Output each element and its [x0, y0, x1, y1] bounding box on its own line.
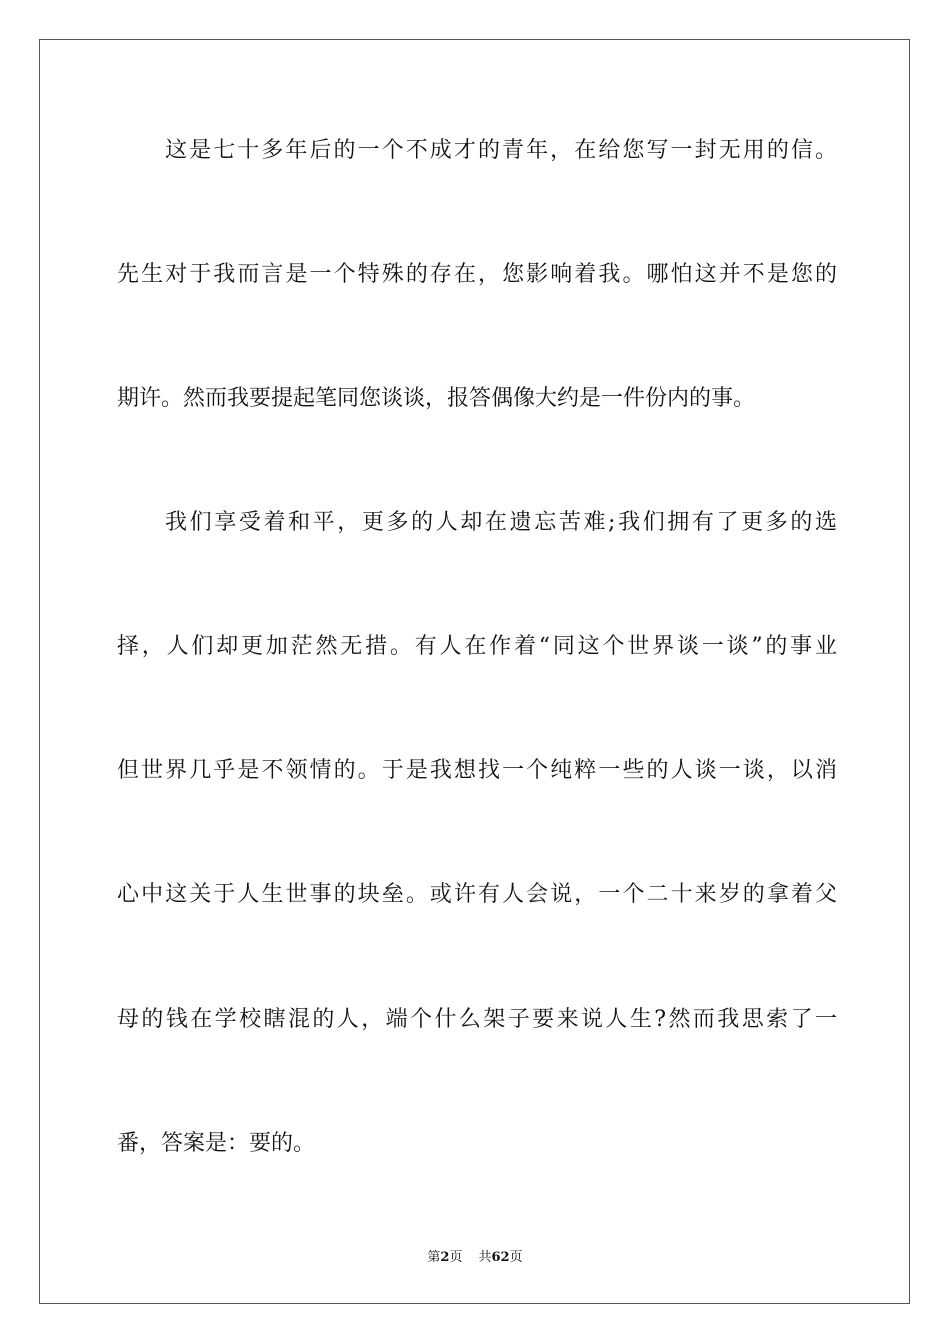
paragraph-line: 心中这关于人生世事的块垒。或许有人会说，一个二十来岁的拿着父 [117, 882, 837, 907]
paragraph-line: 番，答案是：要的。 [117, 1131, 316, 1156]
page-border [39, 39, 910, 1304]
total-pages: 共62页 [478, 1250, 523, 1265]
paragraph-line: 我们享受着和平，更多的人却在遗忘苦难;我们拥有了更多的选 [165, 510, 837, 535]
paragraph-line: 期许。然而我要提起笔同您谈谈，报答偶像大约是一件份内的事。 [117, 386, 756, 411]
paragraph-line: 先生对于我而言是一个特殊的存在，您影响着我。哪怕这并不是您的 [117, 262, 837, 287]
page-footer [0, 1246, 950, 1265]
paragraph-line: 但世界几乎是不领情的。于是我想找一个纯粹一些的人谈一谈，以消 [117, 758, 837, 783]
page-number: 第2页 [427, 1250, 463, 1265]
paragraph-line: 择，人们却更加茫然无措。有人在作着“同这个世界谈一谈”的事业 [117, 634, 837, 659]
paragraph-line: 母的钱在学校瞎混的人，端个什么架子要来说人生?然而我思索了一 [117, 1007, 837, 1032]
paragraph-line: 这是七十多年后的一个不成才的青年，在给您写一封无用的信。 [165, 138, 837, 163]
